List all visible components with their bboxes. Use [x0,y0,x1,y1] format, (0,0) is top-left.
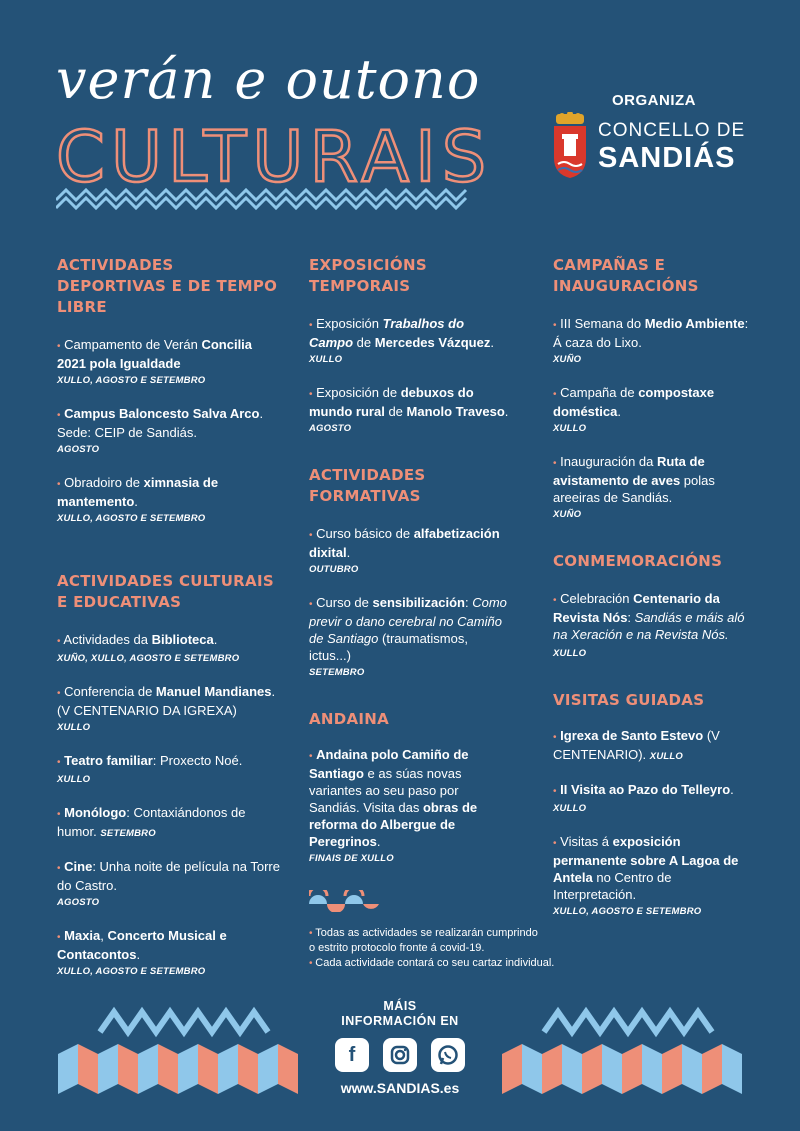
item-text: : [627,610,635,625]
list-item [553,727,753,765]
section-title-formativas: ACTIVIDADES FORMATIVAS [309,466,426,505]
item-date: XULLO, AGOSTO E SETEMBRO [57,513,206,524]
item-date: XULLO, AGOSTO E SETEMBRO [57,966,206,977]
whatsapp-icon[interactable] [431,1038,465,1072]
item-highlight: Igrexa de Santo Estevo [560,728,704,743]
note-text: Cada actividade contará co seu cartaz individual. [315,957,555,969]
item-highlight: Medio Ambiente [644,316,745,331]
item-highlight: debuxos do mundo rural [309,385,474,419]
bullet-icon: • [57,479,61,490]
list-item [309,315,509,368]
footer-label-line2: INFORMACIÓN EN [341,1014,459,1028]
bullet-icon: • [553,458,557,469]
item-highlight: alfabetización dixital [309,526,500,560]
instagram-glyph [390,1045,410,1065]
website-link[interactable]: www.SANDIAS.es [340,1080,460,1096]
item-highlight: II Visita ao Pazo do Telleyro [560,782,731,797]
item-highlight: Mercedes Vázquez [374,335,491,350]
item-text: Exposición [316,316,383,331]
bullet-icon: • [553,732,557,743]
bullet-icon: • [553,786,557,797]
bullet-icon: • [553,838,557,849]
section-title-exposicions: EXPOSICIÓNS TEMPORAIS [309,256,427,295]
org-name-line2: SANDIÁS [598,142,736,174]
zigzag-decoration [56,188,470,212]
bullet-icon: • [57,688,61,699]
item-date: XULLO, AGOSTO E SETEMBRO [57,375,206,386]
item-date: XUÑO, XULLO, AGOSTO E SETEMBRO [57,653,240,664]
list-item [553,590,753,662]
item-date: SETEMBRO [309,667,365,678]
item-text: Inauguración da [560,454,657,469]
item-text: . [213,632,218,647]
item-text: no Centro de Interpretación. [553,870,672,902]
section-title-visitas: VISITAS GUIADAS [553,691,705,709]
item-date: XULLO [309,354,343,365]
item-date: XUÑO [553,354,582,365]
item-highlight: Teatro familiar [64,753,153,768]
bullet-icon: • [57,636,61,647]
item-text: III Semana do [560,316,645,331]
item-text: Conferencia de [64,684,156,699]
item-highlight: sensibilización [372,595,465,610]
item-date: XULLO [649,751,683,762]
section-title-andaina: ANDAINA [309,710,390,728]
item-text: (V CENTENARIO). [553,728,720,762]
section-title-deportivas: ACTIVIDADES DEPORTIVAS E DE TEMPO LIBRE [57,256,278,316]
item-date: XULLO, AGOSTO E SETEMBRO [553,906,702,917]
list-item [309,746,509,867]
list-item [309,525,509,578]
list-item [57,474,282,527]
item-text: . [376,834,381,849]
bullet-icon: • [309,389,313,400]
list-item [57,336,282,389]
item-date: XULLO [553,803,587,814]
item-highlight: Cine [64,859,93,874]
instagram-icon[interactable] [383,1038,417,1072]
list-item [553,781,753,817]
list-item [57,405,282,458]
item-text: . [730,782,734,797]
org-name-line1: CONCELLO DE [598,120,746,141]
item-date: XULLO [553,423,587,434]
list-item [553,833,753,920]
item-text: Curso de [316,595,373,610]
item-text: , [100,928,108,943]
list-item [309,594,509,681]
list-item [57,927,282,980]
coat-of-arms-icon [552,112,588,180]
item-highlight: Trabalhos do Campo [309,316,465,350]
wave-decoration [309,890,379,912]
item-text: Visitas á [560,834,613,849]
list-item [553,315,753,368]
bullet-icon: • [57,809,61,820]
item-highlight: Centenario da Revista Nós [553,591,720,625]
item-text: Campamento de Verán [64,337,202,352]
item-text: . [504,404,509,419]
item-text: (traumatismos, ictus...) [309,631,468,663]
item-highlight: compostaxe doméstica [553,385,715,419]
section-title-conmemoracions: CONMEMORACIÓNS [553,552,723,570]
item-text: de [353,335,375,350]
item-highlight: obras de reforma do Albergue de Peregrinos [309,800,478,849]
list-item [309,384,509,437]
left-column [57,255,282,980]
item-text: : Unha noite de película na Torre do Castro. [57,859,280,893]
item-text: . [617,404,621,419]
bullet-icon: • [309,530,313,541]
item-highlight: Manolo Traveso [406,404,505,419]
bullet-icon: • [57,932,61,943]
item-text: : Contaxiándonos de humor. [57,805,246,839]
item-date: AGOSTO [309,423,352,434]
list-item [553,384,753,437]
item-highlight: Manuel Mandianes [155,684,272,699]
item-highlight: ximnasia de mantemento [57,475,219,509]
item-highlight: Maxia [64,928,101,943]
middle-column [309,255,509,867]
item-date: AGOSTO [57,897,100,908]
bullet-icon: • [57,341,61,352]
item-highlight: Biblioteca [151,632,214,647]
item-highlight: Andaina polo Camiño de Santiago [309,747,469,781]
item-date: SETEMBRO [100,828,156,839]
item-highlight: Concilia 2021 pola Igualdade [57,337,253,371]
item-date: XULLO [553,648,587,659]
item-text: : [465,595,473,610]
big-title: CULTURAIS [56,116,493,198]
item-italic: Como previr o dano cerebral no Camiño de Santiago [309,595,507,646]
bullet-icon: • [553,320,557,331]
item-date: XUÑO [553,509,582,520]
item-highlight: exposición permanente sobre A Lagoa de Antela [553,834,739,885]
bullet-icon: • [57,410,61,421]
item-text: e as súas novas variantes ao seu paso por Sandiás. Visita das [309,766,462,815]
item-text: Exposición de [316,385,401,400]
covid-note [309,926,609,971]
section-title-campanas: CAMPAÑAS E INAUGURACIÓNS [553,256,699,295]
bullet-icon: • [57,863,61,874]
facebook-icon[interactable]: f [335,1038,369,1072]
item-text: : Proxecto Noé. [152,753,243,768]
item-text: . [490,335,494,350]
item-date: AGOSTO [57,444,100,455]
bullet-icon: • [309,599,313,610]
bullet-icon: • [309,751,313,762]
list-item [553,453,753,523]
organiza-label: ORGANIZA [612,92,696,109]
item-text: . [134,494,138,509]
bullet-icon: • [553,595,557,606]
item-date: XULLO [57,774,91,785]
item-text: Campaña de [560,385,639,400]
item-highlight: Campus Baloncesto Salva Arco [64,406,260,421]
item-italic: Sandiás e máis aló na Xeración e na Revista Nós. [553,610,745,642]
item-text: . (V CENTENARIO DA IGREXA) [57,684,276,718]
item-date: XULLO [57,722,91,733]
list-item [57,631,282,667]
item-highlight: Ruta de avistamento de aves [553,454,705,488]
item-text: de [384,404,407,419]
section-title-culturais: ACTIVIDADES CULTURAIS E EDUCATIVAS [57,572,274,611]
list-item [57,683,282,736]
item-date: FINAIS DE XULLO [309,853,394,864]
item-text: . Sede: CEIP de Sandiás. [57,406,264,440]
footer-label-line1: MÁIS [383,999,417,1013]
item-text: : Á caza do Lixo. [553,316,749,350]
item-text: . [346,545,351,560]
bullet-icon: • [553,389,557,400]
item-highlight: Concerto Musical e Contacontos [57,928,227,962]
whatsapp-glyph [437,1044,459,1066]
item-text: Curso básico de [316,526,414,541]
item-text: Actividades da [63,632,152,647]
bullet-icon: • [57,757,61,768]
item-date: OUTUBRO [309,564,359,575]
item-text: Obradoiro de [64,475,144,490]
list-item [57,858,282,911]
item-text: . [136,947,141,962]
note-text: Todas as actividades se realizarán cumprindo [315,927,538,939]
list-item [57,804,282,842]
bullet-icon: • [309,320,313,331]
right-column [553,255,753,920]
script-title: verán e outono [56,48,481,111]
item-text: Celebración [560,591,634,606]
list-item [57,752,282,788]
item-text: polas areeiras de Sandiás. [553,473,715,505]
bullet-icon: • [309,928,316,939]
note-text: o estrito protocolo fronte á covid-19. [309,942,485,954]
item-highlight: Monólogo [64,805,127,820]
bullet-icon: • [309,958,316,969]
